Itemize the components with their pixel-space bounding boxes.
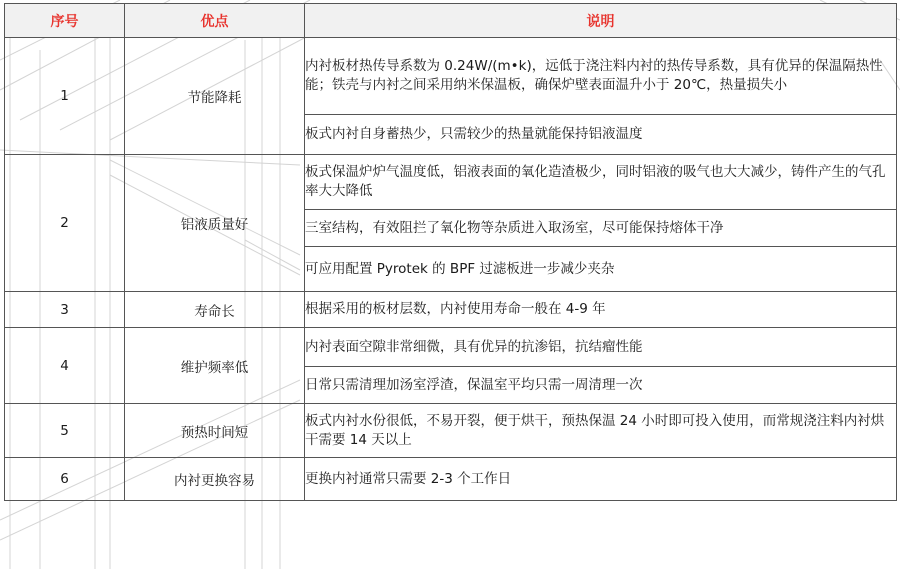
row-description: 三室结构，有效阻拦了氧化物等杂质进入取汤室，尽可能保持熔体干净	[305, 210, 897, 247]
row-advantage: 节能降耗	[125, 38, 305, 155]
row-description: 板式内衬自身蓄热少，只需较少的热量就能保持铝液温度	[305, 115, 897, 155]
table-row	[5, 292, 897, 328]
row-description: 根据采用的板材层数，内衬使用寿命一般在 4-9 年	[305, 292, 897, 328]
header-index: 序号	[5, 4, 125, 38]
table-row	[5, 155, 897, 210]
row-advantage: 维护频率低	[125, 328, 305, 404]
row-index: 3	[5, 292, 125, 328]
table-header-row	[5, 4, 897, 38]
row-advantage: 内衬更换容易	[125, 458, 305, 501]
row-description: 日常只需清理加汤室浮渣，保温室平均只需一周清理一次	[305, 367, 897, 404]
table-row	[5, 458, 897, 501]
row-index: 2	[5, 155, 125, 292]
row-description: 内衬表面空隙非常细微，具有优异的抗渗铝，抗结瘤性能	[305, 328, 897, 367]
row-advantage: 寿命长	[125, 292, 305, 328]
row-index: 5	[5, 404, 125, 458]
row-description: 板式内衬水份很低，不易开裂，便于烘干，预热保温 24 小时即可投入使用，而常规浇注料内衬烘干需要 14 天以上	[305, 404, 897, 458]
table-row	[5, 38, 897, 115]
row-index: 6	[5, 458, 125, 501]
row-description: 板式保温炉炉气温度低，铝液表面的氧化造渣极少，同时铝液的吸气也大大减少，铸件产生的气孔率大大降低	[305, 155, 897, 210]
row-advantage: 铝液质量好	[125, 155, 305, 292]
row-index: 4	[5, 328, 125, 404]
header-description: 说明	[305, 4, 897, 38]
row-advantage: 预热时间短	[125, 404, 305, 458]
row-index: 1	[5, 38, 125, 155]
header-advantage: 优点	[125, 4, 305, 38]
advantages-table	[4, 3, 897, 501]
row-description: 更换内衬通常只需要 2-3 个工作日	[305, 458, 897, 501]
table-row	[5, 404, 897, 458]
row-description: 内衬板材热传导系数为 0.24W/(m•k)，远低于浇注料内衬的热传导系数，具有优异的保温隔热性能；铁壳与内衬之间采用纳米保温板，确保炉壁表面温升小于 20℃，热量损失小	[305, 38, 897, 115]
row-description: 可应用配置 Pyrotek 的 BPF 过滤板进一步减少夹杂	[305, 247, 897, 292]
table-row	[5, 328, 897, 367]
